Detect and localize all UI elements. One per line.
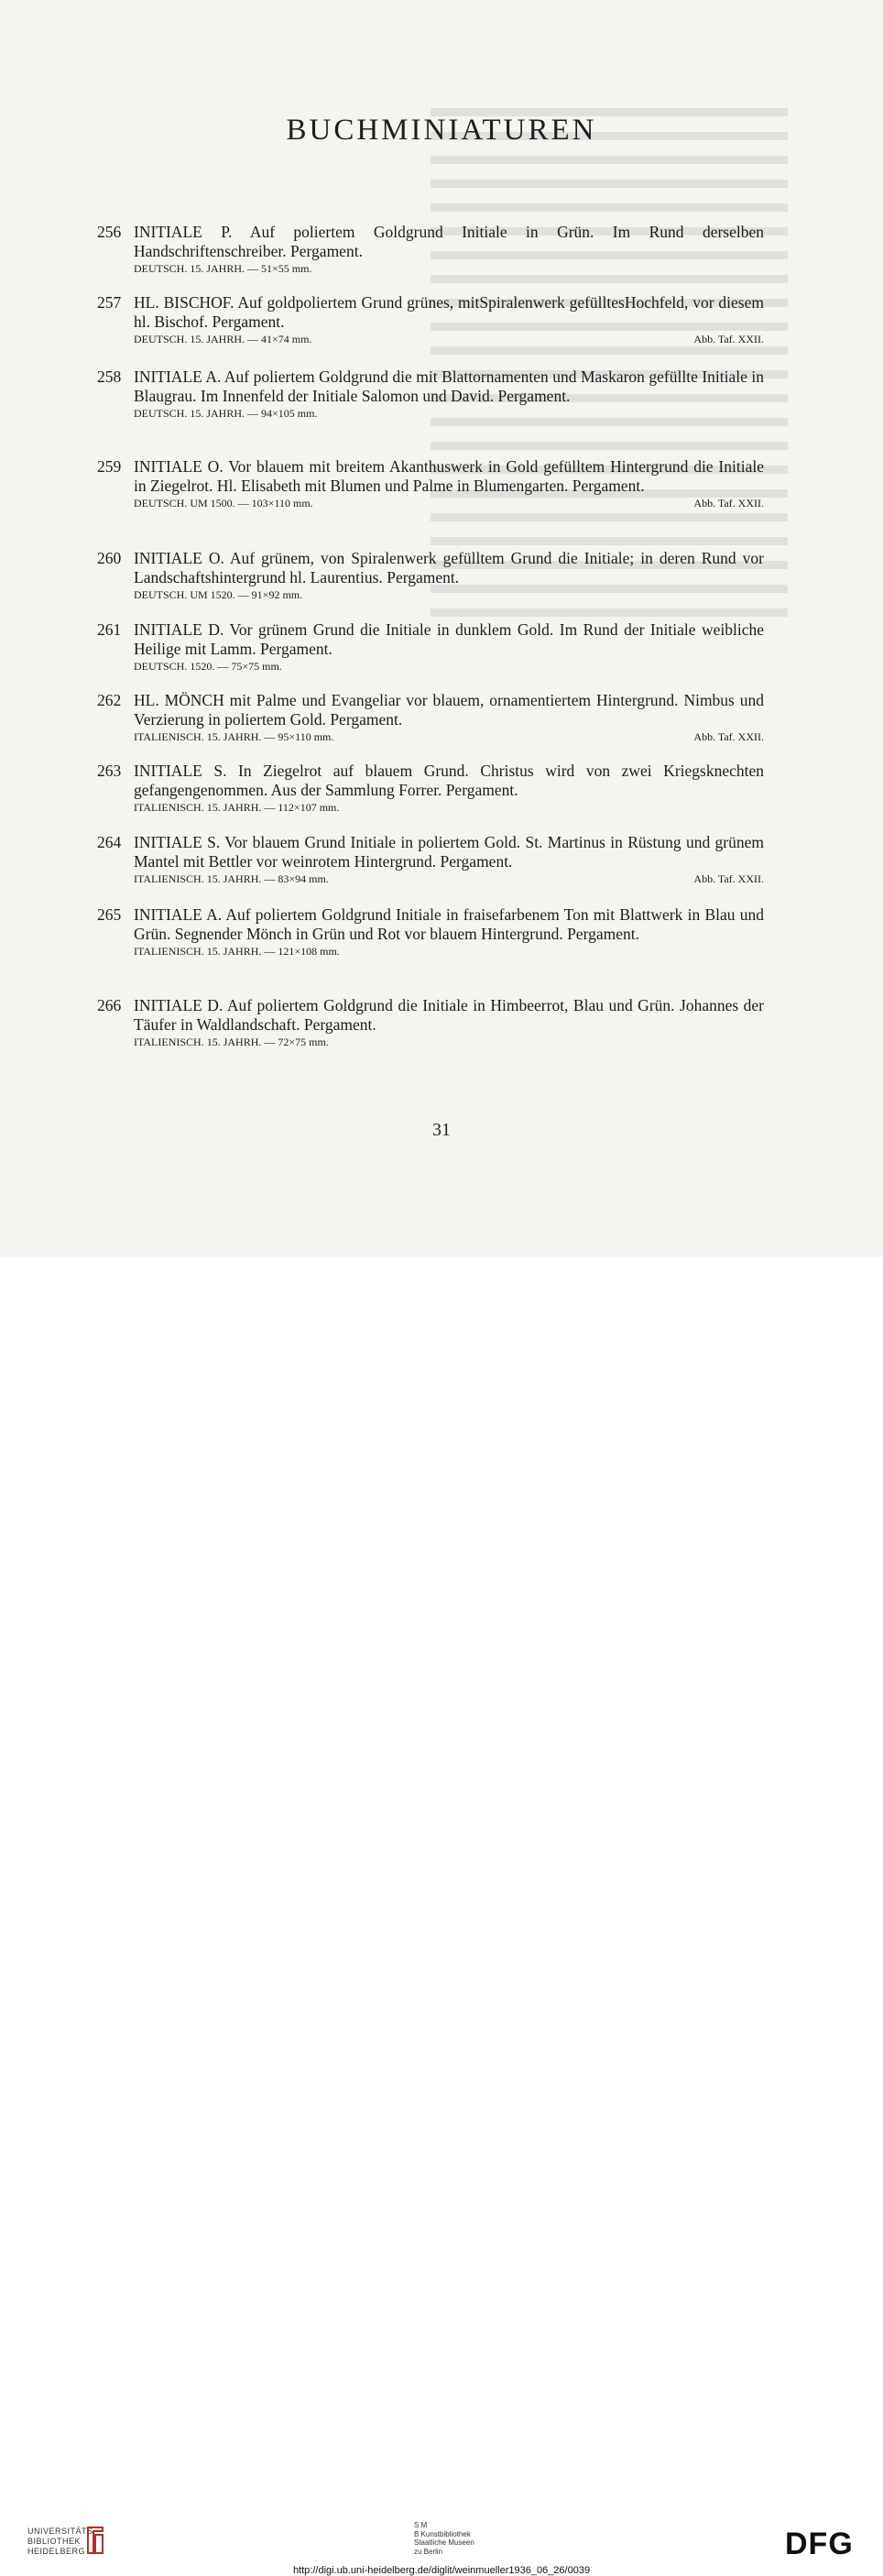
entry-description: INITIALE A. Auf poliertem Goldgrund Initiale in fraisefarbenem Ton mit Blattwerk in Blau und Grün. Segnender Mönch in Grün und Rot vor blauem Hintergrund. Pergament. (134, 905, 764, 943)
catalog-entry (97, 367, 764, 421)
dfg-logo: DFG (785, 2527, 854, 2561)
catalog-entry (97, 905, 764, 959)
entry-description: INITIALE P. Auf poliertem Goldgrund Initiale in Grün. Im Rund derselben Handschriftenschreiber. Pergament. (134, 223, 764, 260)
entry-number: 263 (97, 762, 122, 780)
catalog-entry (97, 457, 764, 510)
entry-description: INITIALE O. Vor blauem mit breitem Akanthuswerk in Gold gefülltem Hintergrund die Initiale in Ziegelrot. Hl. Elisabeth mit Blumen und Palme in Blumengarten. Pergament. (134, 457, 764, 495)
entry-meta: DEUTSCH. UM 1500. — 103×110 mm. (134, 497, 313, 510)
page-title: BUCHMINIATUREN (286, 114, 597, 147)
entry-description: INITIALE S. Vor blauem Grund Initiale in poliertem Gold. St. Martinus in Rüstung und grünem Mantel mit Bettler vor weinrotem Hintergrund. Pergament. (134, 833, 764, 871)
entry-number: 259 (97, 457, 122, 476)
entry-plate-ref: Abb. Taf. XXII. (693, 730, 764, 743)
entry-number: 261 (97, 620, 122, 639)
entry-meta: DEUTSCH. 15. JAHRH. — 51×55 mm. (134, 262, 312, 275)
source-url[interactable]: http://digi.ub.uni-heidelberg.de/diglit/weinmueller1936_06_26/0039 (292, 2565, 591, 2576)
catalog-entry (97, 833, 764, 886)
entry-number: 256 (97, 223, 122, 241)
entry-meta: ITALIENISCH. 15. JAHRH. — 83×94 mm. (134, 872, 329, 885)
entry-description: HL. BISCHOF. Auf goldpoliertem Grund grünes, mitSpiralenwerk gefülltesHochfeld, vor diesem hl. Bischof. Pergament. (134, 293, 764, 331)
entry-meta: DEUTSCH. 15. JAHRH. — 41×74 mm. (134, 333, 312, 345)
entry-number: 258 (97, 367, 122, 386)
entry-description: INITIALE A. Auf poliertem Goldgrund die mit Blattornamenten und Maskaron gefüllte Initiale in Blaugrau. Im Innenfeld der Initiale Salomon und David. Pergament. (134, 367, 764, 405)
smb-kunstbibliothek-logo: S M B Kunstbibliothek Staatliche Museen zu Berlin (414, 2521, 474, 2556)
entry-description: INITIALE O. Auf grünem, von Spiralenwerk gefülltem Grund die Initiale; in deren Rund vor Landschaftshintergrund hl. Laurentius. Pergament. (134, 549, 764, 586)
entry-meta: ITALIENISCH. 15. JAHRH. — 95×110 mm. (134, 730, 334, 743)
show-through-text (431, 108, 788, 621)
catalog-entry (97, 293, 764, 346)
entry-description: INITIALE D. Auf poliertem Goldgrund die Initiale in Himbeerrot, Blau und Grün. Johannes der Täufer in Waldlandschaft. Pergament. (134, 996, 764, 1034)
uni-heidelberg-logo-icon (84, 2524, 106, 2557)
footer-bar (0, 1257, 883, 2576)
catalog-entry (97, 620, 764, 674)
catalog-entry (97, 549, 764, 602)
entry-plate-ref: Abb. Taf. XXII. (693, 872, 764, 885)
entry-meta: DEUTSCH. 1520. — 75×75 mm. (134, 660, 282, 673)
entry-meta: ITALIENISCH. 15. JAHRH. — 72×75 mm. (134, 1036, 329, 1048)
entry-meta: ITALIENISCH. 15. JAHRH. — 112×107 mm. (134, 801, 340, 814)
entry-number: 260 (97, 549, 122, 567)
scanned-page (0, 0, 883, 1257)
entry-number: 266 (97, 996, 122, 1014)
catalog-entry (97, 223, 764, 276)
entry-plate-ref: Abb. Taf. XXII. (693, 497, 764, 510)
entry-number: 262 (97, 691, 122, 709)
entry-meta: DEUTSCH. 15. JAHRH. — 94×105 mm. (134, 407, 318, 420)
entry-description: HL. MÖNCH mit Palme und Evangeliar vor blauem, ornamentiertem Hintergrund. Nimbus und Verzierung in poliertem Gold. Pergament. (134, 691, 764, 729)
catalog-entry (97, 691, 764, 744)
catalog-entry (97, 762, 764, 815)
entry-number: 264 (97, 833, 122, 851)
entry-number: 257 (97, 293, 122, 312)
entry-meta: ITALIENISCH. 15. JAHRH. — 121×108 mm. (134, 945, 340, 958)
entry-number: 265 (97, 905, 122, 924)
uni-heidelberg-text: UNIVERSITÄTS- BIBLIOTHEK HEIDELBERG (27, 2527, 97, 2556)
entry-meta: DEUTSCH. UM 1520. — 91×92 mm. (134, 588, 303, 601)
entry-description: INITIALE D. Vor grünem Grund die Initiale in dunklem Gold. Im Rund der Initiale weibliche Heilige mit Lamm. Pergament. (134, 620, 764, 658)
entry-plate-ref: Abb. Taf. XXII. (693, 333, 764, 345)
entry-description: INITIALE S. In Ziegelrot auf blauem Grund. Christus wird von zwei Kriegsknechten gefangengenommen. Aus der Sammlung Forrer. Pergament. (134, 762, 764, 799)
catalog-entry (97, 996, 764, 1049)
page-number: 31 (432, 1120, 451, 1140)
